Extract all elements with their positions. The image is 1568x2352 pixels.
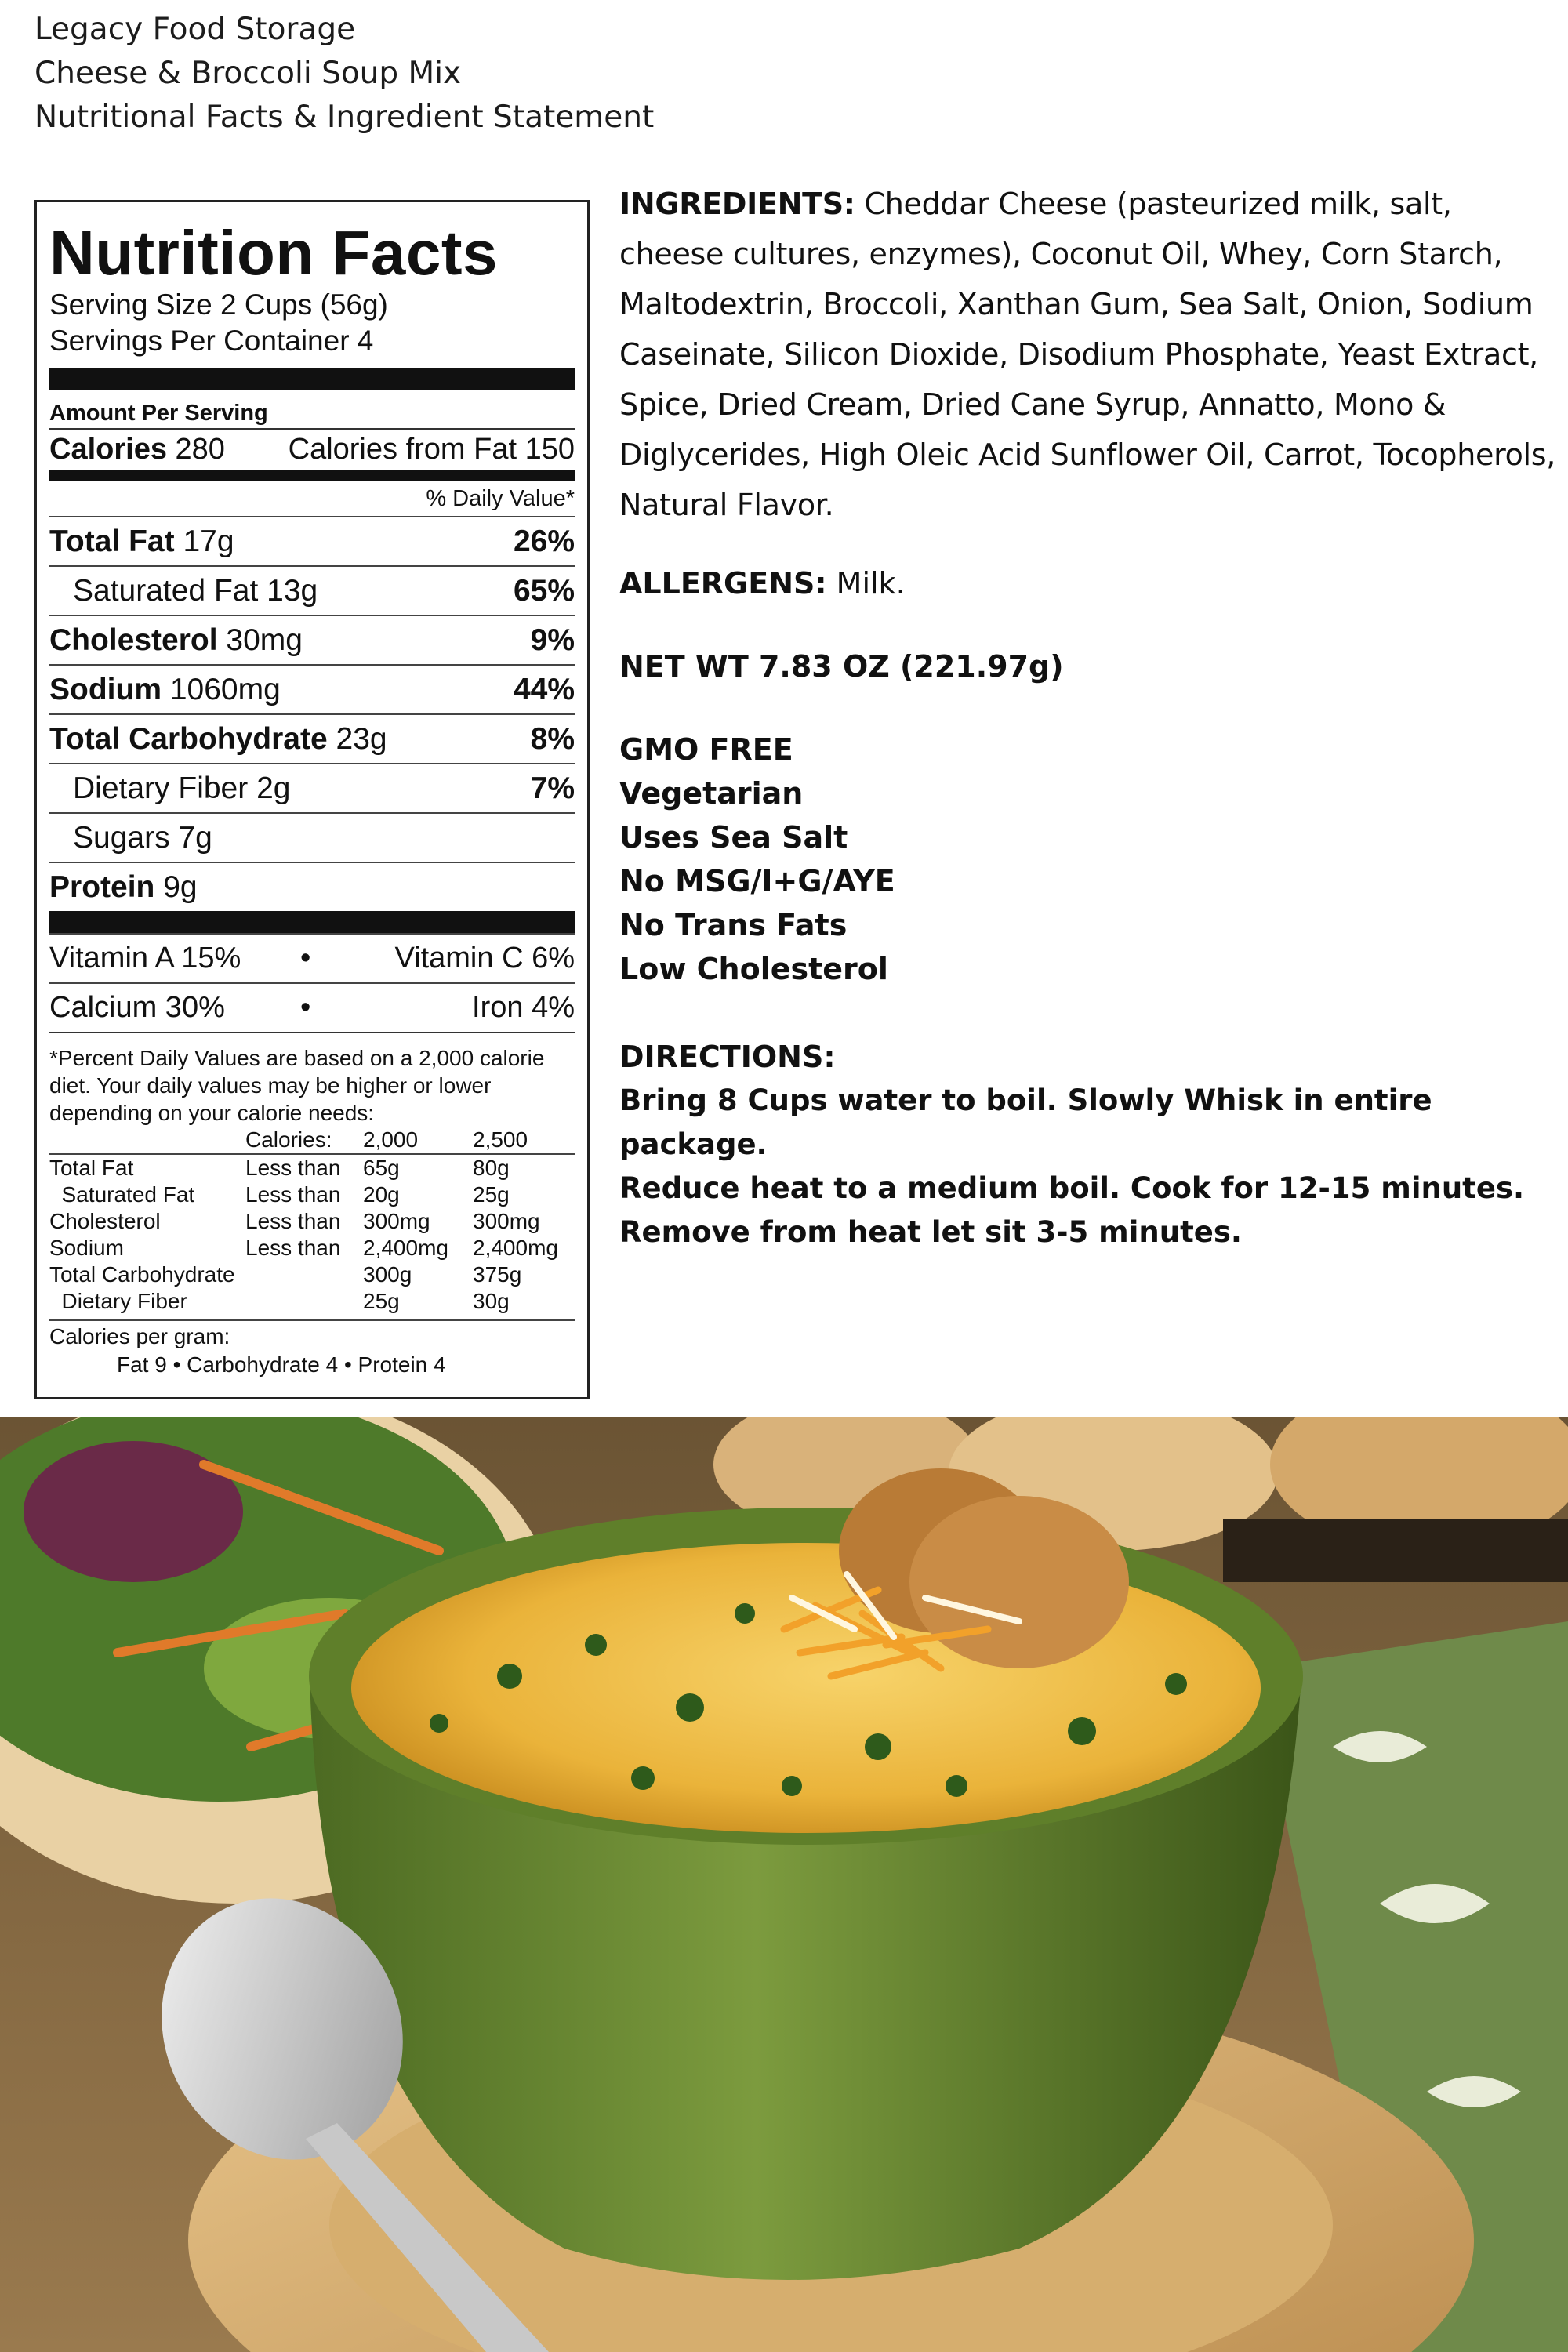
rule: [49, 1032, 575, 1033]
nutrient-row: [49, 812, 575, 862]
dv-cell: Less than: [245, 1209, 341, 1233]
nutrient-amount: 9g: [163, 870, 198, 904]
dv-header-cell: 2,500: [473, 1127, 528, 1152]
calories-per-gram-label: Calories per gram:: [49, 1319, 575, 1351]
dv-cell: 25g: [363, 1289, 400, 1313]
dv-cell: 20g: [363, 1182, 400, 1207]
nutrient-name: Dietary Fiber: [73, 771, 249, 805]
directions-title: DIRECTIONS:: [619, 1040, 836, 1074]
nutrient-name: Cholesterol: [49, 623, 218, 657]
dv-cell: Total Fat: [49, 1156, 134, 1180]
nutrient-row: [49, 615, 575, 664]
claim-item: Vegetarian: [619, 776, 804, 811]
dv-cell: 25g: [473, 1182, 510, 1207]
allergens-label: ALLERGENS:: [619, 566, 827, 601]
nutrient-daily-value: 65%: [513, 574, 575, 608]
calories-cell: [49, 430, 225, 469]
direction-line: Reduce heat to a medium boil. Cook for 12-15 minutes.: [619, 1171, 1525, 1205]
footnote: *Percent Daily Values are based on a 2,000 calorie diet. Your daily values may be higher or lower depending on your calorie needs:: [49, 1046, 545, 1125]
nutrient-label: [49, 517, 234, 565]
dv-table-row: [49, 1261, 575, 1288]
vitamin-rows: [49, 933, 575, 1032]
dv-table-row: [49, 1208, 575, 1235]
dv-header-cell: Calories:: [245, 1127, 332, 1152]
document-header: [34, 8, 654, 140]
dv-cell: Cholesterol: [49, 1209, 161, 1233]
nutrient-label: [49, 764, 290, 812]
dv-cell: Dietary Fiber: [49, 1289, 187, 1313]
soup-photo: [0, 1417, 1568, 2352]
nutrient-row: [49, 763, 575, 812]
nutrient-row: [49, 713, 575, 763]
daily-value-header: % Daily Value*: [426, 486, 575, 511]
dv-table-row: [49, 1288, 575, 1315]
dv-cell: Saturated Fat: [49, 1182, 195, 1207]
nutrient-row: [49, 516, 575, 565]
nutrient-daily-value: 8%: [530, 722, 575, 756]
dv-cell: 300g: [363, 1262, 412, 1287]
brand-name: Legacy Food Storage: [34, 12, 356, 47]
toast-crisp: [909, 1496, 1129, 1668]
claim-item: No Trans Fats: [619, 908, 848, 942]
vitamin-left: Vitamin A 15%: [49, 942, 241, 975]
nutrient-amount: 30mg: [226, 623, 303, 657]
nutrient-name: Sugars: [73, 821, 170, 855]
dv-cell: Less than: [245, 1236, 341, 1260]
nutrient-amount: 23g: [336, 722, 387, 756]
tray: [1223, 1519, 1568, 1582]
nutrient-name: Sodium: [49, 673, 162, 706]
dv-cell: 80g: [473, 1156, 510, 1180]
serving-size: Serving Size 2 Cups (56g): [49, 289, 388, 321]
calories-per-gram-values: Fat 9 • Carbohydrate 4 • Protein 4: [117, 1352, 446, 1377]
nutrient-label: [49, 814, 212, 862]
nutrient-name: Saturated Fat: [73, 574, 259, 608]
bullet-separator: •: [300, 942, 311, 975]
nutrient-amount: 2g: [256, 771, 291, 805]
nutrient-amount: 13g: [267, 574, 318, 608]
nutrient-name: Protein: [49, 870, 155, 904]
servings-per-container: Servings Per Container 4: [49, 325, 374, 357]
dv-cell: 300mg: [363, 1209, 430, 1233]
dv-table-row: [49, 1154, 575, 1181]
calories-row: [49, 428, 575, 469]
dv-table-row: [49, 1235, 575, 1261]
amount-per-serving: Amount Per Serving: [49, 401, 268, 426]
nutrient-label: [49, 567, 318, 615]
vitamin-row: [49, 933, 575, 982]
nutrition-facts-label: [34, 200, 590, 1399]
ingredients: [619, 179, 1560, 530]
nutrient-amount: 17g: [183, 524, 234, 558]
nutrient-row: [49, 862, 575, 911]
dv-cell: [245, 1288, 363, 1315]
nutrient-name: Total Carbohydrate: [49, 722, 328, 756]
nutrient-daily-value: 9%: [530, 623, 575, 657]
ingredients-label: INGREDIENTS:: [619, 187, 855, 221]
claim-item: GMO FREE: [619, 732, 793, 767]
nutrient-label: [49, 715, 387, 763]
net-weight: NET WT 7.83 OZ (221.97g): [619, 649, 1064, 684]
nutrient-amount: 7g: [178, 821, 212, 855]
thick-divider-2: [49, 911, 575, 933]
dv-cell: 65g: [363, 1156, 400, 1180]
nutrient-label: [49, 863, 198, 911]
calories-value: 280: [175, 433, 225, 466]
directions-lines: [619, 1079, 1560, 1254]
dv-cell: [245, 1261, 363, 1288]
dv-cell: 300mg: [473, 1209, 540, 1233]
dv-header-cell: 2,000: [363, 1127, 419, 1152]
nutrient-label: [49, 616, 303, 664]
claim-item: No MSG/I+G/AYE: [619, 864, 895, 898]
thick-divider: [49, 368, 575, 390]
bullet-separator: •: [300, 991, 311, 1024]
dv-table-header: [49, 1127, 575, 1154]
allergens-text: Milk.: [826, 566, 906, 601]
dv-cell: 2,400mg: [473, 1236, 558, 1260]
vitamin-right: Vitamin C 6%: [394, 942, 575, 975]
dv-header-cell: [49, 1127, 245, 1154]
dv-cell: Less than: [245, 1182, 341, 1207]
calories-from-fat: Calories from Fat 150: [288, 433, 575, 466]
claim-item: Low Cholesterol: [619, 952, 888, 986]
dv-cell: Total Carbohydrate: [49, 1262, 235, 1287]
daily-value-table: [49, 1127, 575, 1315]
nutrient-rows: [49, 516, 575, 911]
medium-divider: [49, 470, 575, 481]
nutrient-row: [49, 664, 575, 713]
nutrient-daily-value: 26%: [513, 524, 575, 558]
allergens: [619, 561, 1560, 605]
nutrient-name: Total Fat: [49, 524, 175, 558]
calories-label: Calories: [49, 433, 167, 466]
nutrient-amount: 1060mg: [169, 673, 281, 706]
nutrient-label: [49, 666, 281, 713]
info-column: [619, 179, 1560, 1254]
product-name: Cheese & Broccoli Soup Mix: [34, 56, 462, 91]
direction-line: Remove from heat let sit 3-5 minutes.: [619, 1215, 1242, 1249]
nutrient-daily-value: 7%: [530, 771, 575, 805]
vitamin-right: Iron 4%: [472, 991, 575, 1024]
dv-table-row: [49, 1181, 575, 1208]
dv-cell: 375g: [473, 1262, 522, 1287]
nutrition-title: Nutrition Facts: [49, 218, 498, 288]
soup-bowl-illustration: [0, 1417, 1568, 2352]
document-subtitle: Nutritional Facts & Ingredient Statement: [34, 100, 655, 135]
nutrient-row: [49, 565, 575, 615]
dv-cell: 30g: [473, 1289, 510, 1313]
vitamin-left: Calcium 30%: [49, 991, 225, 1024]
product-claims: [619, 728, 1560, 991]
dv-cell: Sodium: [49, 1236, 124, 1260]
claim-item: Uses Sea Salt: [619, 820, 848, 855]
direction-line: Bring 8 Cups water to boil. Slowly Whisk in entire package.: [619, 1083, 1432, 1161]
nutrient-daily-value: 44%: [513, 673, 575, 706]
dv-cell: Less than: [245, 1156, 341, 1180]
dv-cell: 2,400mg: [363, 1236, 448, 1260]
vitamin-row: [49, 982, 575, 1032]
ingredients-text: Cheddar Cheese (pasteurized milk, salt, cheese cultures, enzymes), Coconut Oil, Whey, Corn Starch, Maltodextrin, Broccoli, Xanthan Gum, Sea Salt, Onion, Sodium Caseinate, Silicon Dioxide, Disodium Phosphate, Yeast Extract, Spice, Dried Cream, Dried Cane Syrup, Annatto, Mono & Diglycerides, High Oleic Acid Sunflower Oil, Carrot, Tocopherols, Natural Flavor.: [619, 187, 1556, 522]
